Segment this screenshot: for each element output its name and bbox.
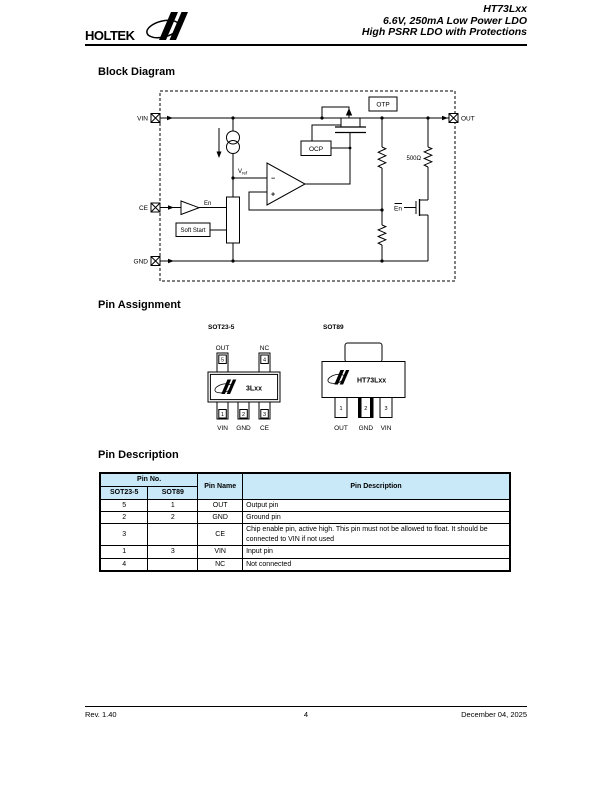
ce-label: CE (138, 205, 148, 212)
sot23-package (208, 324, 280, 432)
otp-label: OTP (376, 101, 390, 109)
out-pin-symbol (449, 114, 458, 123)
ce-buffer (181, 201, 199, 215)
vin-label: VIN (137, 115, 148, 123)
svg-text:4: 4 (262, 357, 267, 364)
table-row: 1 3 VIN Input pin (100, 546, 510, 558)
pass-transistor (322, 107, 366, 133)
svg-text:3: 3 (384, 406, 388, 412)
ce-pin-symbol (151, 203, 160, 212)
table-row: 4 NC Not connected (100, 558, 510, 571)
en-bar-label: En (394, 205, 402, 213)
svg-text:1: 1 (220, 412, 225, 419)
sot23-body (208, 372, 280, 402)
svg-text:5: 5 (220, 357, 225, 364)
col-header-sot23: SOT23-5 (100, 486, 148, 499)
svg-text:VIN: VIN (217, 425, 228, 432)
holtek-lightning-icon (145, 12, 188, 41)
vin-pin-symbol (151, 114, 160, 123)
sot89-package (322, 324, 405, 432)
col-header-pin-name: Pin Name (198, 473, 243, 499)
pin-description-heading: Pin Description (98, 449, 179, 461)
revision-label: Rev. 1.40 (85, 710, 117, 719)
table-row: 2 2 GND Ground pin (100, 511, 510, 523)
col-header-sot89: SOT89 (148, 486, 198, 499)
svg-text:OUT: OUT (334, 425, 348, 432)
bandgap-block (227, 197, 240, 243)
out-label: OUT (461, 115, 475, 123)
page-number: 4 (303, 710, 309, 719)
holtek-logo-text: HOLTEK (85, 28, 135, 43)
pin-assignment-figure (195, 318, 430, 440)
col-header-pin-no: Pin No. (100, 473, 198, 486)
header-rule (85, 44, 527, 46)
en-label: En (204, 201, 212, 207)
svg-text:CE: CE (259, 425, 270, 432)
pin-description-table (99, 472, 511, 572)
doc-title-line3: High PSRR LDO with Protections (361, 26, 527, 38)
amp-minus-input: − (271, 175, 276, 183)
gnd-label: GND (133, 258, 148, 266)
soft-start-label: Soft Start (180, 228, 206, 234)
amp-plus-input: + (271, 191, 276, 199)
sot23-chip-label: 3Lxx (246, 385, 262, 393)
svg-text:2: 2 (364, 406, 368, 412)
svg-text:NC: NC (259, 345, 270, 352)
ocp-label: OCP (308, 146, 324, 153)
chip-boundary (160, 91, 455, 281)
svg-text:1: 1 (339, 406, 343, 412)
footer-rule (85, 706, 527, 707)
svg-text:2: 2 (241, 412, 246, 419)
feedback-divider (378, 118, 386, 261)
doc-title (362, 4, 527, 39)
svg-text:3: 3 (262, 412, 267, 419)
table-row: 3 CE Chip enable pin, active high. This pin must not be allowed to float. It should be connected to VIN if not used (100, 524, 510, 546)
error-amplifier (267, 163, 305, 205)
svg-text:GND: GND (236, 425, 251, 432)
pin-assignment-heading: Pin Assignment (98, 299, 181, 311)
doc-title-line1: HT73Lxx (483, 3, 527, 15)
svg-text:VIN: VIN (380, 425, 392, 432)
sot89-label: SOT89 (323, 324, 344, 331)
footer-date: December 04, 2025 (461, 710, 527, 719)
svg-text:GND: GND (358, 425, 374, 432)
table-row: 5 1 OUT Output pin (100, 499, 510, 511)
r500-label: 500Ω (406, 156, 421, 162)
holtek-logo (85, 8, 193, 46)
gnd-pin-symbol (151, 257, 160, 266)
svg-text:OUT: OUT (215, 345, 230, 352)
block-diagram (128, 86, 488, 290)
vref-label: Vref (238, 169, 248, 176)
doc-title-line2: 6.6V, 250mA Low Power LDO (383, 14, 527, 27)
sot89-chip-label: HT73Lxx (357, 377, 387, 385)
block-diagram-heading: Block Diagram (98, 66, 176, 78)
col-header-pin-description: Pin Description (243, 473, 510, 499)
current-source (217, 118, 240, 178)
sot23-label: SOT23-5 (208, 324, 235, 331)
discharge-path (394, 118, 432, 261)
